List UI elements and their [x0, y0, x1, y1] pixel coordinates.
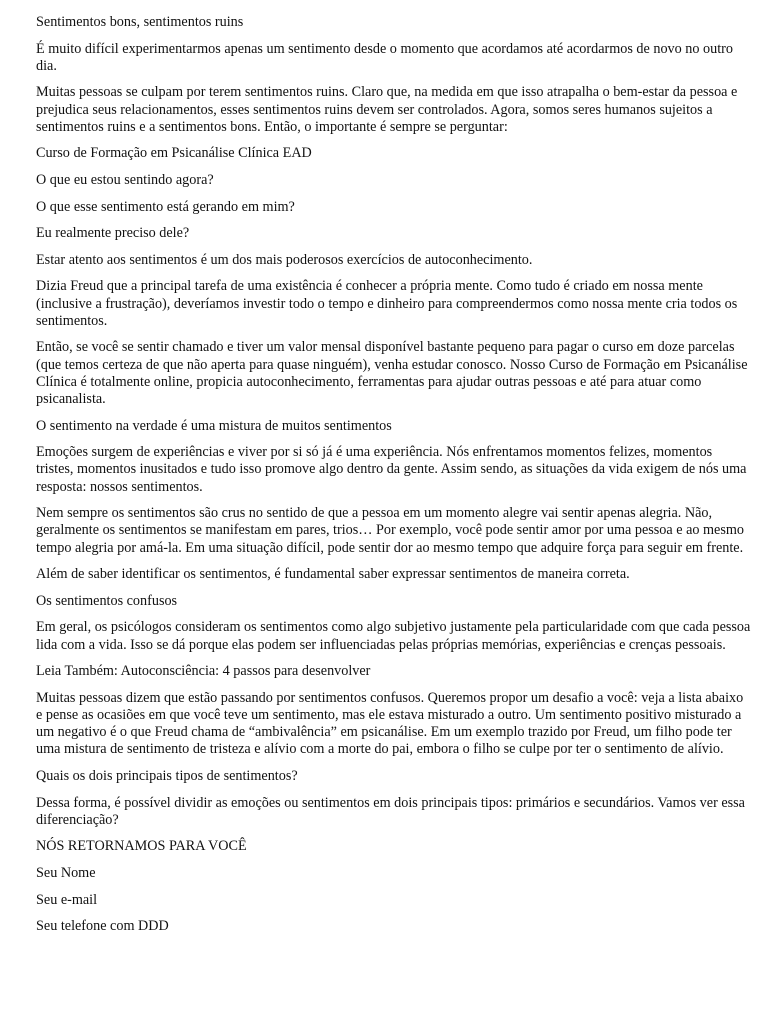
section-heading: O sentimento na verdade é uma mistura de muitos sentimentos	[36, 417, 392, 434]
paragraph-nem-sempre: Nem sempre os sentimentos são crus no sentido de que a pessoa em um momento alegre vai sentir apenas alegria. Não, geralmente os sentimentos se manifestam em pares, trios… Por exemplo, você pode sentir amor por uma pessoa e ao mesmo tempo alegria por amá-la. Em uma situação difícil, pode sentir dor ao mesmo tempo que adquire força para seguir em frente.	[36, 505, 745, 556]
form-label-phone: Seu telefone com DDD	[36, 918, 169, 935]
article-title: Sentimentos bons, sentimentos ruins	[36, 14, 244, 30]
paragraph-curso: Então, se você se sentir chamado e tiver um valor mensal disponível bastante pequeno para pagar o curso em doze parcelas (que temos certeza de que não aperta para quase ninguém), venha estudar conosco. Nosso Curso de Formação em Psicanálise Clínica é totalmente online, propicia autoconhecimento, ferramentas para ajudar outras pessoas e até para atuar como psicanalista.	[36, 339, 748, 407]
form-label-name: Seu Nome	[36, 864, 96, 881]
section-heading: Quais os dois principais tipos de sentimentos?	[36, 767, 298, 784]
paragraph-freud: Dizia Freud que a principal tarefa de uma existência é conhecer a própria mente. Como tudo é criado em nossa mente (inclusive a frustração), deveríamos investir todo o tempo e dinheiro para compreendermos como nossa mente cria todos os sentimentos.	[36, 278, 738, 329]
question-line: Eu realmente preciso dele?	[36, 225, 190, 242]
question-line: O que esse sentimento está gerando em mim?	[36, 198, 295, 215]
form-label-email: Seu e-mail	[36, 891, 98, 908]
read-also-text: Leia Também: Autoconsciência: 4 passos para desenvolver	[36, 663, 371, 680]
section-heading: Os sentimentos confusos	[36, 592, 178, 609]
paragraph-tipos: Dessa forma, é possível dividir as emoções ou sentimentos em dois principais tipos: primários e secundários. Vamos ver essa diferenciação?	[36, 794, 745, 828]
paragraph-intro: É muito difícil experimentarmos apenas um sentimento desde o momento que acordamos até acordarmos de novo no outro dia.	[36, 40, 733, 74]
course-link-text: Curso de Formação em Psicanálise Clínica EAD	[36, 145, 312, 162]
question-line: O que eu estou sentindo agora?	[36, 171, 214, 188]
paragraph-autoconhecimento: Estar atento aos sentimentos é um dos mais poderosos exercícios de autoconhecimento.	[36, 251, 533, 268]
paragraph-culpa: Muitas pessoas se culpam por terem sentimentos ruins. Claro que, na medida em que isso atrapalha o bem-estar da pessoa e prejudica seus relacionamentos, esses sentimentos ruins devem ser controlados. Agora, somos seres humanos sujeitos a sentimentos ruins e a sentimentos bons. Então, o importante é sempre se perguntar:	[36, 84, 738, 135]
paragraph-psicologos: Em geral, os psicólogos consideram os sentimentos como algo subjetivo justamente pela particularidade com que cada pessoa lida com a vida. Isso se dá porque elas podem ser influenciadas pelas próprias memórias, experiências e crenças pessoais.	[36, 619, 751, 653]
paragraph-confusos: Muitas pessoas dizem que estão passando por sentimentos confusos. Queremos propor um desafio a você: veja a lista abaixo e pense as ocasiões em que você teve um sentimento, mas ele estava misturado a outro. Um sentimento positivo misturado a um negativo é o que Freud chama de “ambivalência” em psicanálise. Em um exemplo trazido por Freud, um filho pode ter uma mistura de sentimento de tristeza e alívio com a morte do pai, embora o filho se culpe por ter o sentimento de alívio.	[36, 689, 744, 758]
paragraph-expressar: Além de saber identificar os sentimentos, é fundamental saber expressar sentimentos de maneira correta.	[36, 566, 630, 583]
paragraph-emocoes: Emoções surgem de experiências e viver por si só já é uma experiência. Nós enfrentamos momentos felizes, momentos tristes, momentos inusitados e tudo isso promove algo dentro da gente. Assim sendo, as situações da vida exigem de nós uma resposta: nossos sentimentos.	[36, 444, 747, 495]
contact-heading: NÓS RETORNAMOS PARA VOCÊ	[36, 838, 247, 855]
